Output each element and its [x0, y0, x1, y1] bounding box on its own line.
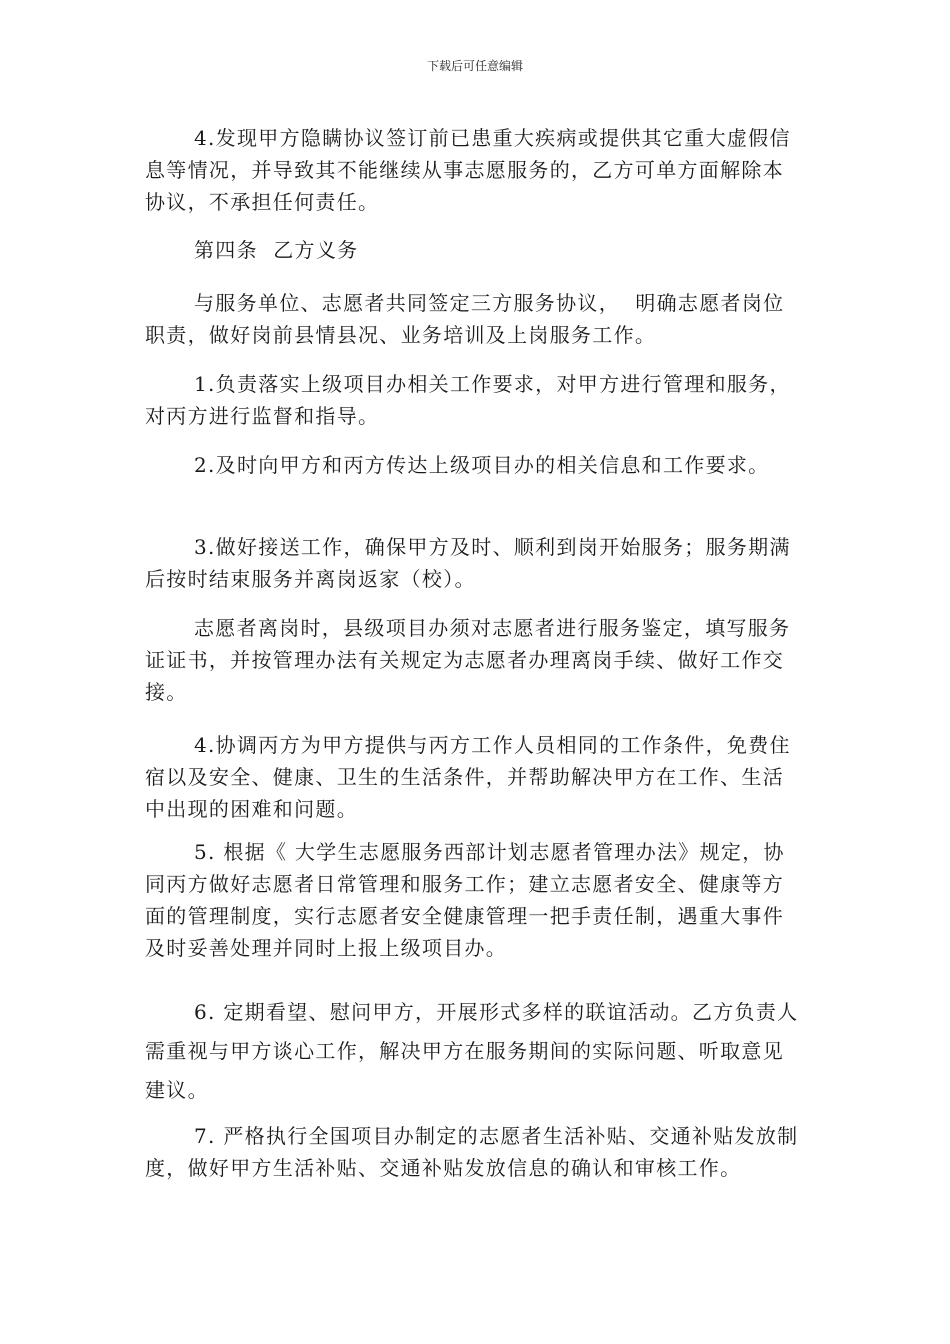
paragraph-obligation-4-party-a: 4.发现甲方隐瞒协议签订前已患重大疾病或提供其它重大虚假信息等情况，并导致其不能继续从事志愿服务的，乙方可单方面解除本协议，不承担任何责任。 [145, 126, 791, 214]
paragraph-duty-7: 7. 严格执行全国项目办制定的志愿者生活补贴、交通补贴发放制度，做好甲方生活补贴、交通补贴发放信息的确认和审核工作。 [145, 1124, 799, 1180]
page-header: 下载后可任意编辑 [426, 59, 523, 73]
paragraph-duty-1: 1.负责落实上级项目办相关工作要求，对甲方进行管理和服务，对丙方进行监督和指导。 [145, 372, 791, 428]
paragraph-intro-party-b: 与服务单位、志愿者共同签定三方服务协议， 明确志愿者岗位职责，做好岗前县情县况、业务培训及上岗服务工作。 [145, 291, 785, 347]
paragraph-duty-4: 4.协调丙方为甲方提供与丙方工作人员相同的工作条件，免费住宿以及安全、健康、卫生的生活条件，并帮助解决甲方在工作、生活中出现的困难和问题。 [145, 733, 791, 821]
paragraph-duty-5: 5. 根据《 大学生志愿服务西部计划志愿者管理办法》规定，协同丙方做好志愿者日常管理和服务工作；建立志愿者安全、健康等方面的管理制度，实行志愿者安全健康管理一把手责任制，遇重大事件及时妥善处理并同时上报上级项目办。 [145, 840, 785, 960]
paragraph-departure: 志愿者离岗时，县级项目办须对志愿者进行服务鉴定，填写服务证证书，并按管理办法有关规定为志愿者办理离岗手续、做好工作交接。 [145, 616, 791, 704]
paragraph-duty-3: 3.做好接送工作，确保甲方及时、顺利到岗开始服务；服务期满后按时结束服务并离岗返家（校）。 [145, 535, 791, 591]
paragraph-duty-2: 2.及时向甲方和丙方传达上级项目办的相关信息和工作要求。 [194, 453, 770, 477]
paragraph-duty-6: 6. 定期看望、慰问甲方，开展形式多样的联谊活动。乙方负责人需重视与甲方谈心工作，解决甲方在服务期间的实际问题、听取意见建议。 [145, 1000, 799, 1102]
section-heading-article-4: 第四条 乙方义务 [194, 238, 359, 262]
